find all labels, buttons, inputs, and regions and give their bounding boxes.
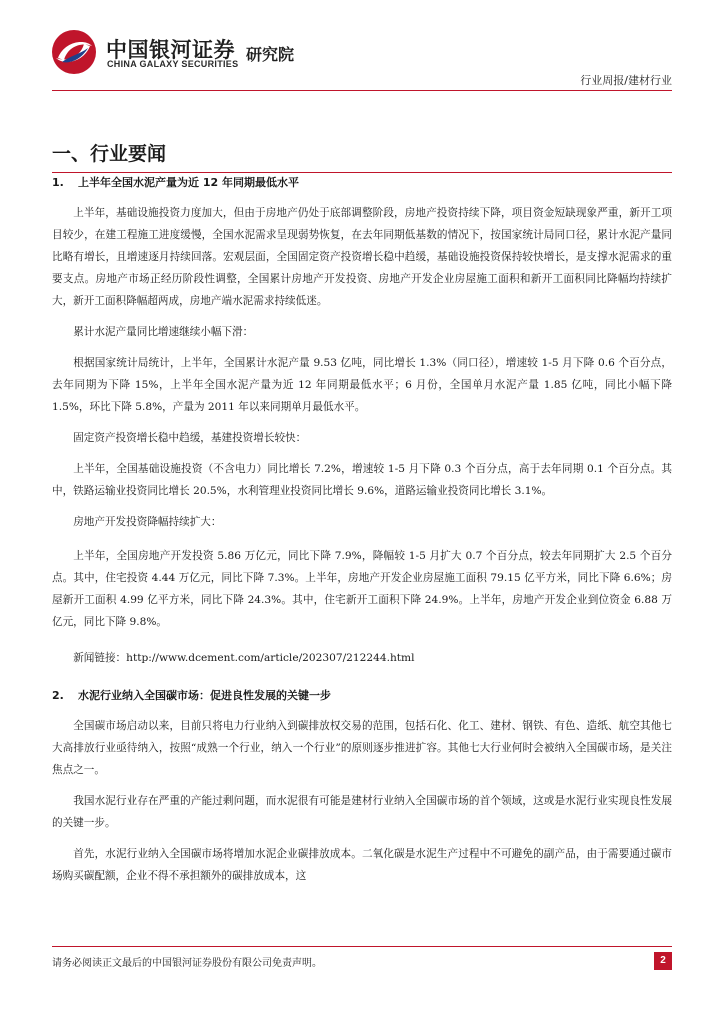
item-1-paragraph-4: 固定资产投资增长稳中趋缓，基建投资增长较快：	[73, 432, 307, 444]
main-content	[52, 140, 672, 887]
footer-divider	[52, 946, 672, 947]
footer-disclaimer: 请务必阅读正文最后的中国银河证券股份有限公司免责声明。	[52, 958, 322, 969]
item-1-paragraph-7: 上半年，全国房地产开发投资 5.86 万亿元，同比下降 7.9%，降幅较 1-5 月扩大 0.7 个百分点，较去年同期扩大 2.5 个百分点。其中，住宅投资 4.44 万亿元，同比下降 7.3%。上半年，房地产开发企业房屋施工面积 79.15 亿平方米，同比下降 6.6%；房屋新开工面积 4.99 亿平方米，同比下降 24.3%。其中，住宅新开工面积下降 24.9%。上半年，房地产开发企业到位资金 6.88 万亿元，同比下降 9.8%。	[52, 550, 672, 628]
header-divider	[52, 90, 672, 91]
item-1-title	[52, 174, 672, 190]
item-2-title	[52, 687, 672, 703]
item-1-paragraph-2: 累计水泥产量同比增速继续小幅下滑：	[73, 326, 254, 338]
item-2-paragraph-1: 全国碳市场启动以来，目前只将电力行业纳入到碳排放权交易的范围，包括石化、化工、建材、钢铁、有色、造纸、航空其他七大高排放行业亟待纳入，按照“成熟一个行业，纳入一个行业”的原则逐步推进扩容。其他七大行业何时会被纳入全国碳市场，是关注焦点之一。	[52, 720, 672, 776]
report-type: 行业周报/建材行业	[580, 74, 672, 87]
item-1-paragraph-1: 上半年，基础设施投资力度加大，但由于房地产仍处于底部调整阶段，房地产投资持续下降，项目资金短缺现象严重，新开工项目较少，在建工程施工进度缓慢，全国水泥需求呈现弱势恢复，在去年同期低基数的情况下，按国家统计局同口径，累计水泥产量同比略有增长，且增速逐月持续回落。宏观层面，全国固定资产投资增长稳中趋缓，基础设施投资保持较快增长，是支撑水泥需求的重要支点。房地产市场正经历阶段性调整，全国累计房地产开发投资、房地产开发企业房屋施工面积和新开工面积同比降幅均持续扩大，新开工面积降幅超两成，房地产端水泥需求持续低迷。	[52, 207, 672, 307]
item-2-paragraph-3: 首先，水泥行业纳入全国碳市场将增加水泥企业碳排放成本。二氧化碳是水泥生产过程中不可避免的副产品，由于需要通过碳市场购买碳配额，企业不得不承担额外的碳排放成本，这	[52, 848, 672, 882]
item-2-heading: 水泥行业纳入全国碳市场：促进良性发展的关键一步	[78, 689, 331, 702]
item-1-heading: 上半年全国水泥产量为近 12 年同期最低水平	[78, 176, 299, 189]
item-1-paragraph-6: 房地产开发投资降幅持续扩大：	[73, 516, 222, 528]
galaxy-swirl-icon	[50, 28, 98, 76]
news-link[interactable]: 新闻链接：http://www.dcement.com/article/202307/212244.html	[73, 652, 415, 664]
brand-name-en: CHINA GALAXY SECURITIES	[107, 59, 239, 69]
brand-department: 研究院	[246, 45, 295, 64]
page-number: 2	[654, 952, 672, 970]
section-title: 一、行业要闻	[52, 143, 167, 165]
item-1-paragraph-5: 上半年，全国基础设施投资（不含电力）同比增长 7.2%，增速较 1-5 月下降 0.3 个百分点，高于去年同期 0.1 个百分点。其中，铁路运输业投资同比增长 20.5%，水利管理业投资同比增长 9.6%，道路运输业投资同比增长 3.1%。	[52, 463, 672, 497]
item-1-paragraph-3: 根据国家统计局统计，上半年，全国累计水泥产量 9.53 亿吨，同比增长 1.3%（同口径），增速较 1-5 月下降 0.6 个百分点，去年同期为下降 15%，上半年全国水泥产量为近 12 年同期最低水平；6 月份，全国单月水泥产量 1.85 亿吨，同比小幅下降 1.5%，环比下降 5.8%，产量为 2011 年以来同期单月最低水平。	[52, 357, 672, 413]
item-2-paragraph-2: 我国水泥行业存在严重的产能过剩问题，而水泥很有可能是建材行业纳入全国碳市场的首个领域，这或是水泥行业实现良性发展的关键一步。	[52, 795, 672, 829]
item-2-number: 2.	[52, 689, 64, 702]
item-1-number: 1.	[52, 176, 64, 189]
brand-name-cn: 中国银河证券	[106, 38, 235, 62]
